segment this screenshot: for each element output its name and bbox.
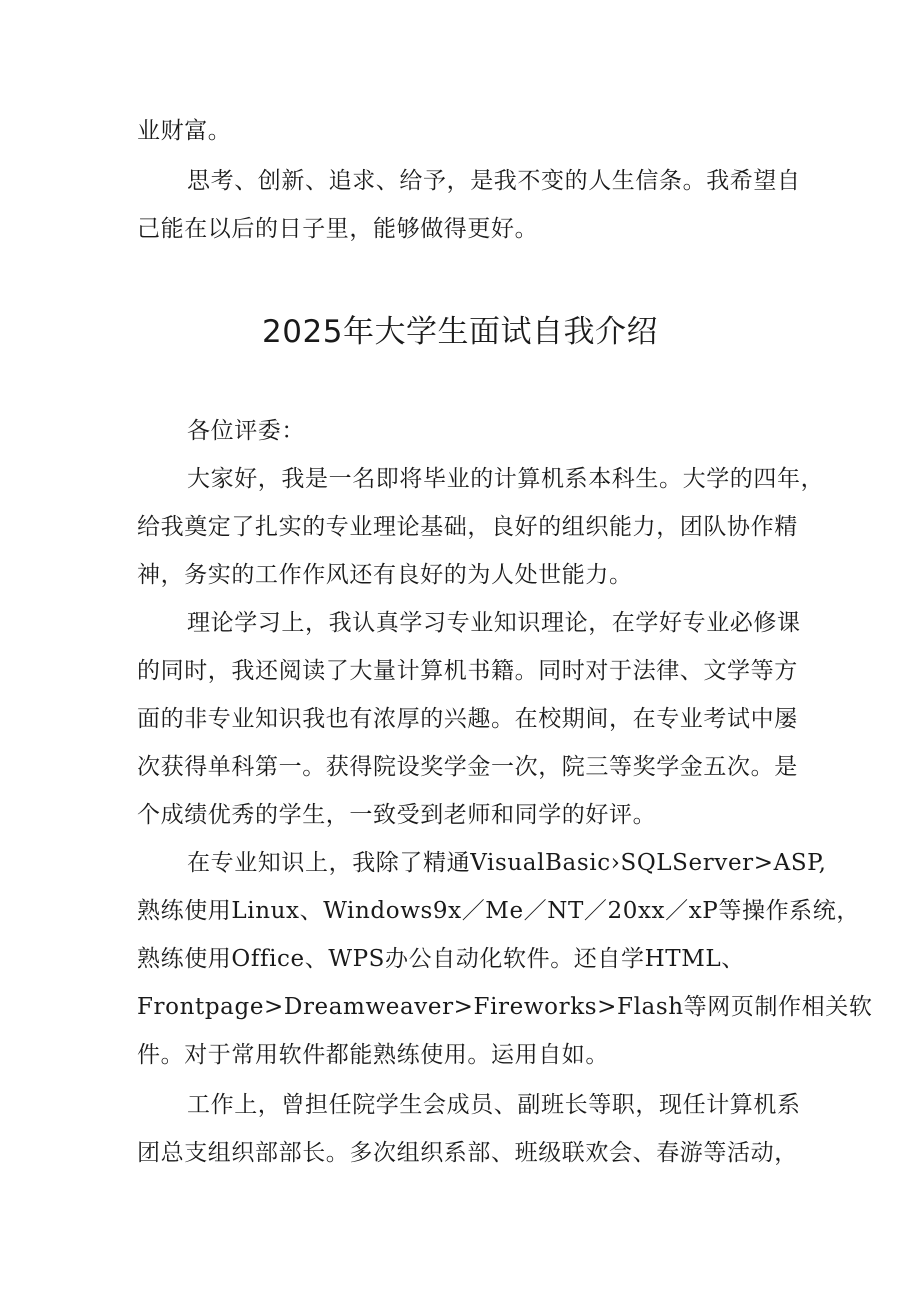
paragraph-line: 大家好，我是一名即将毕业的计算机系本科生。大学的四年，	[187, 466, 825, 492]
paragraph-line: Frontpage>Dreamweaver>Fireworks>Flash等网页制作相关软	[137, 994, 873, 1020]
paragraph-line: 神，务实的工作作风还有良好的为人处世能力。	[137, 562, 633, 588]
paragraph-line: 次获得单科第一。获得院设奖学金一次，院三等奖学金五次。是	[137, 754, 798, 780]
paragraph-line: 给我奠定了扎实的专业理论基础，良好的组织能力，团队协作精	[137, 514, 798, 540]
paragraph-line: 在专业知识上，我除了精通VisualBasic›SQLServer>ASP,	[187, 850, 827, 876]
paragraph-line: 件。对于常用软件都能熟练使用。运用自如。	[137, 1042, 609, 1068]
paragraph-line: 团总支组织部部长。多次组织系部、班级联欢会、春游等活动，	[137, 1140, 798, 1166]
prev-text-line-3: 己能在以后的日子里，能够做得更好。	[137, 216, 539, 242]
paragraph-line: 面的非专业知识我也有浓厚的兴趣。在校期间，在专业考试中屡	[137, 706, 798, 732]
salutation: 各位评委：	[187, 418, 305, 444]
document-title: 2025年大学生面试自我介绍	[262, 314, 658, 350]
paragraph-line: 熟练使用Linux、Windows9x／Me／NT／20xx／xP等操作系统，	[137, 898, 860, 924]
paragraph-line: 个成绩优秀的学生，一致受到老师和同学的好评。	[137, 802, 657, 828]
prev-text-line-2: 思考、创新、追求、给予，是我不变的人生信条。我希望自	[187, 168, 801, 194]
paragraph-line: 熟练使用Office、WPS办公自动化软件。还自学HTML、	[137, 946, 745, 972]
paragraph-line: 的同时，我还阅读了大量计算机书籍。同时对于法律、文学等方	[137, 658, 798, 684]
paragraph-line: 理论学习上，我认真学习专业知识理论，在学好专业必修课	[187, 610, 801, 636]
prev-text-line-1: 业财富。	[137, 118, 232, 144]
paragraph-line: 工作上，曾担任院学生会成员、副班长等职，现任计算机系	[187, 1092, 801, 1118]
